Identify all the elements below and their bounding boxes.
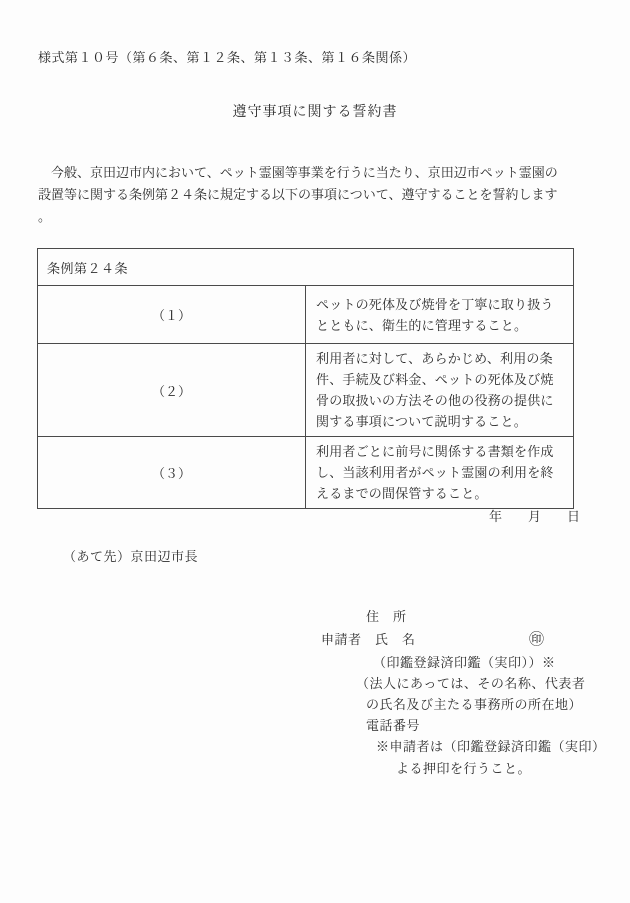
item-text-cell: 利用者に対して、あらかじめ、利用の条件、手続及び料金、ペットの死体及び焼骨の取扱いの方法その他の役務の提供に関する事項について説明すること。 [306, 344, 574, 437]
corporate-note-line: の氏名及び主たる事務所の所在地） [366, 697, 583, 712]
body-paragraph-line: 設置等に関する条例第２４条に規定する以下の事項について、遵守することを誓約します [38, 187, 558, 202]
item-number-cell: （３） [38, 437, 306, 509]
item-text-cell: ペットの死体及び焼骨を丁寧に取り扱うとともに、衛生的に管理すること。 [306, 286, 574, 344]
body-paragraph-line: 。 [38, 209, 52, 224]
seal-mark-icon: ㊞ [529, 632, 545, 648]
table-row [38, 344, 574, 437]
applicant-name-label: 申請者 氏 名 [321, 632, 416, 647]
form-number: 様式第１０号（第６条、第１２条、第１３条、第１６条関係） [38, 50, 417, 65]
table-header-row [38, 249, 574, 286]
table-header-cell: 条例第２４条 [38, 249, 574, 286]
body-paragraph-line: 今般、京田辺市内において、ペット霊園等事業を行うに当たり、京田辺市ペット霊園の [38, 165, 558, 180]
item-text-cell: 利用者ごとに前号に関係する書類を作成し、当該利用者がペット霊園の利用を終えるまでの間保管すること。 [306, 437, 574, 509]
corporate-note-line: （法人にあっては、その名称、代表者 [356, 676, 586, 691]
footnote-line: ※申請者は（印鑑登録済印鑑（実印） [376, 739, 606, 754]
page-title: 遵守事項に関する誓約書 [232, 105, 398, 120]
table-row [38, 286, 574, 344]
date-line: 年 月 日 [488, 509, 580, 524]
phone-label: 電話番号 [366, 718, 421, 733]
applicant-address-label: 住 所 [366, 609, 407, 624]
footnote-line: よる押印を行うこと。 [396, 761, 532, 776]
table-row [38, 437, 574, 509]
registered-seal-note: （印鑑登録済印鑑（実印））※ [373, 655, 556, 670]
item-number-cell: （１） [38, 286, 306, 344]
addressee-line: （あて先）京田辺市長 [63, 549, 199, 564]
item-number-cell: （２） [38, 344, 306, 437]
body-paragraph [38, 162, 598, 228]
ordinance-terms-table [37, 248, 574, 509]
